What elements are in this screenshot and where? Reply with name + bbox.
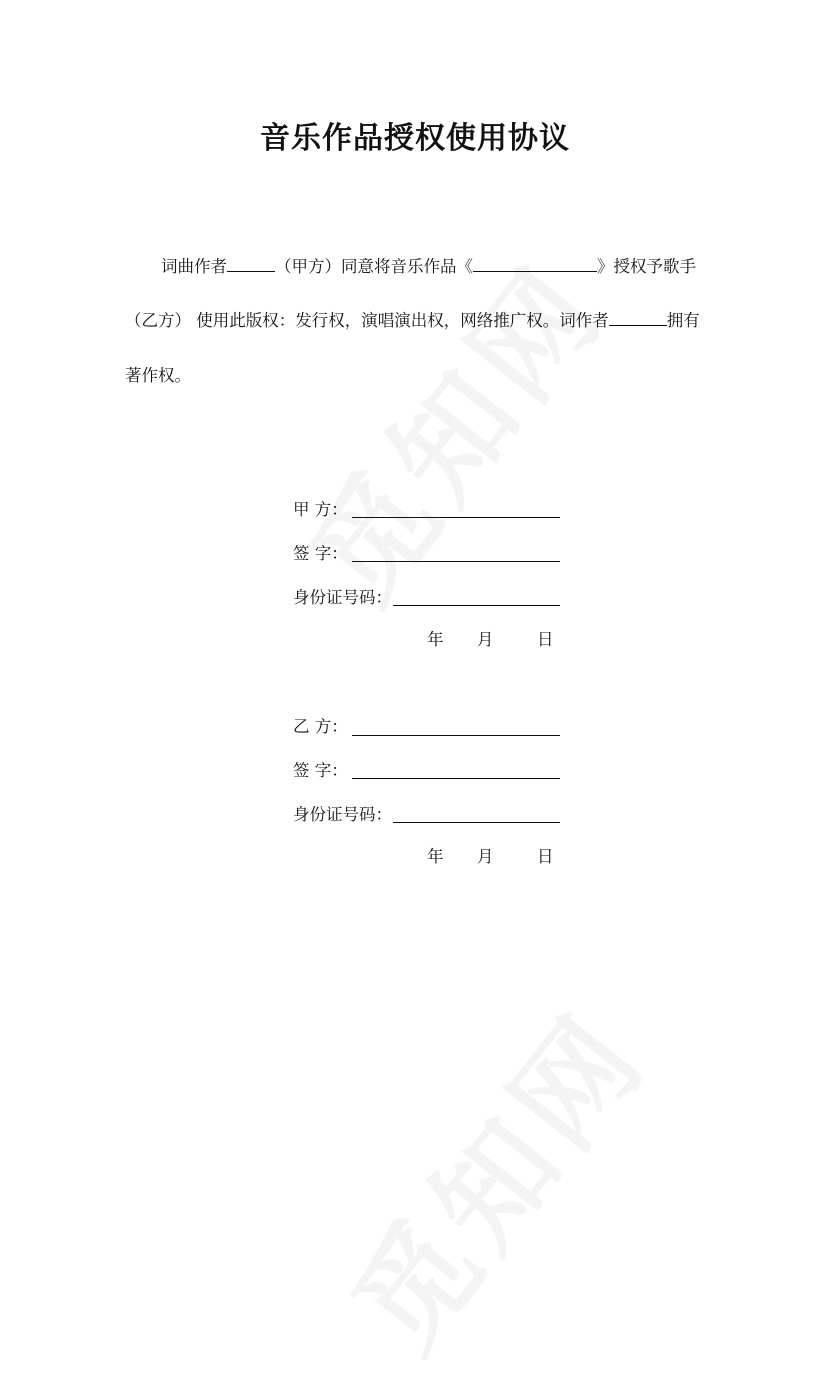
watermark-bottom (307, 971, 677, 1378)
party-a-month: 月 (477, 630, 494, 649)
body-text: （乙方） 使用此版权：发行权，演唱演出权，网络推广权。词作者 (125, 311, 609, 330)
party-b-year: 年 (427, 847, 444, 866)
body-line-1 (161, 256, 696, 277)
party-b-month: 月 (477, 847, 494, 866)
body-line-2 (125, 310, 700, 331)
body-text: 》授权予歌手 (597, 257, 696, 276)
party-a-name-label: 甲 方： (293, 500, 348, 519)
party-a-name-field[interactable] (352, 517, 560, 518)
party-b-name-label: 乙 方： (293, 717, 348, 736)
party-b-name-field[interactable] (352, 735, 560, 736)
party-b-day: 日 (537, 847, 554, 866)
party-b-id-label: 身份证号码： (293, 805, 392, 824)
party-b-sign-field[interactable] (352, 778, 560, 779)
document-title: 音乐作品授权使用协议 (260, 121, 570, 156)
watermark (265, 223, 635, 630)
body-text: （甲方）同意将音乐作品《 (275, 257, 473, 276)
party-a-year: 年 (427, 630, 444, 649)
author-blank[interactable] (227, 256, 275, 272)
party-a-sign-label: 签 字： (293, 544, 348, 563)
party-a-id-label: 身份证号码： (293, 588, 392, 607)
lyricist-blank[interactable] (609, 310, 667, 326)
party-a-day: 日 (537, 630, 554, 649)
party-a-id-field[interactable] (393, 605, 560, 606)
party-a-sign-field[interactable] (352, 561, 560, 562)
body-text: 词曲作者 (161, 257, 227, 276)
party-b-id-field[interactable] (393, 822, 560, 823)
body-line-3: 著作权。 (125, 366, 191, 385)
party-b-sign-label: 签 字： (293, 761, 348, 780)
body-text: 拥有 (666, 311, 700, 330)
work-title-blank[interactable] (473, 256, 597, 272)
